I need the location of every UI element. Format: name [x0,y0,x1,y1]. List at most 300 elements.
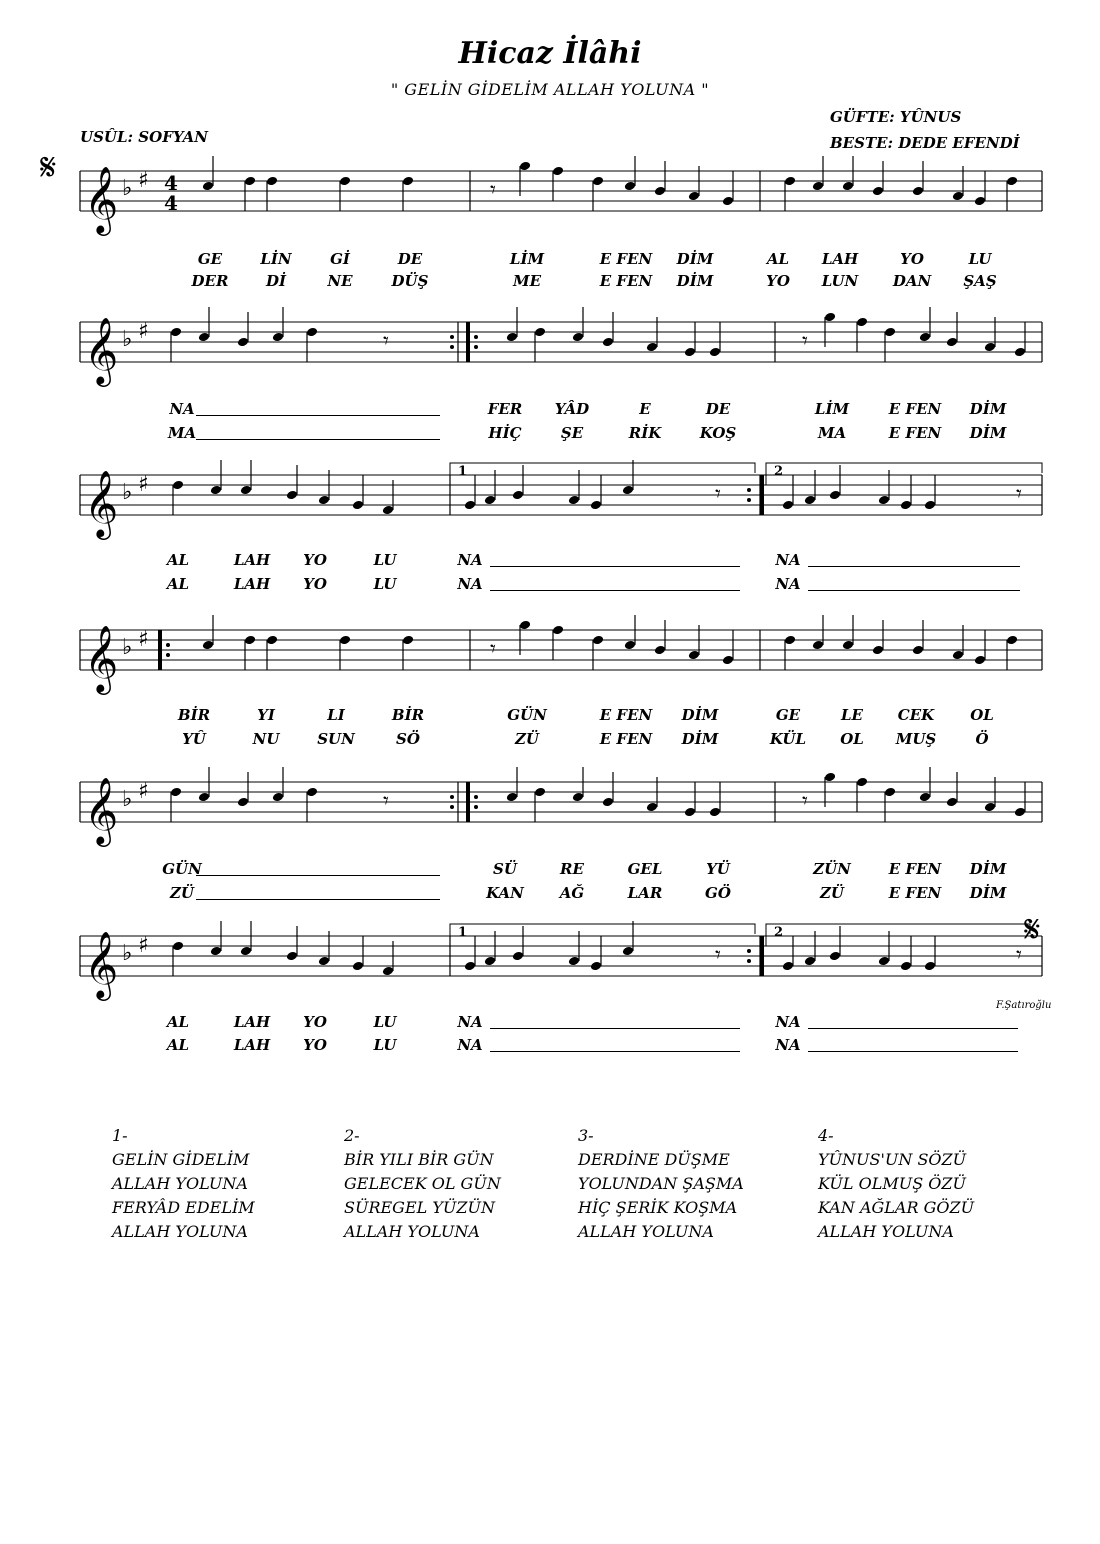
lyric-syllable: E FEN [599,250,653,268]
lyric-syllable: NU [252,730,280,748]
verse-line: ALLAH YOLUNA [344,1222,480,1241]
key-flat: ♭ [122,941,133,966]
note-head [402,635,414,646]
note-head [946,337,958,348]
note-head [237,337,249,348]
lyric-syllable: BİR [177,706,211,724]
repeat-dot [474,335,478,339]
note-head [592,176,604,187]
staff-system-2 [80,307,1042,387]
note-head [946,797,958,808]
lyric-extender-line [490,590,740,591]
note-head [684,347,696,358]
note-head [824,312,836,323]
lyric-syllable: ME [512,272,542,290]
lyric-syllable: YO [303,551,327,569]
note-head [572,332,584,343]
lyric-extender-line [490,566,740,567]
lyric-syllable: E FEN [888,884,942,902]
lyric-extender-line [808,590,1020,591]
rhythm-mode: USÛL: SOFYAN [80,128,208,146]
lyric-syllable: RİK [628,424,662,442]
note-head [352,500,364,511]
lyric-syllable: AL [766,250,790,268]
note-head [912,645,924,656]
rest: 𝄾 [383,329,389,354]
key-flat: ♭ [122,176,133,201]
repeat-dot [474,795,478,799]
note-head [722,655,734,666]
note-head [709,807,721,818]
note-head [782,500,794,511]
note-head [984,342,996,353]
lyric-syllable: OL [840,730,864,748]
note-head [202,181,214,192]
lyric-syllable: YÜ [706,860,730,878]
note-head [919,332,931,343]
note-head [266,176,278,187]
note-head [552,166,564,177]
verse-line: YOLUNDAN ŞAŞMA [578,1174,744,1193]
volta-2-bracket [766,924,1030,946]
lyric-syllable: LU [373,1036,397,1054]
lyric-syllable: LİM [814,400,850,418]
note-head [804,956,816,967]
note-head [512,951,524,962]
lyric-syllable: AĞ [559,884,585,902]
volta-1-bracket [450,463,755,485]
note-head [272,332,284,343]
verse-line: BİR YILI BİR GÜN [344,1150,494,1169]
note-head [590,961,602,972]
lyric-syllable: LAH [233,1036,271,1054]
note-head [856,777,868,788]
note-head [1014,807,1026,818]
lyric-syllable: LU [373,1013,397,1031]
key-sharp: ♯ [138,779,149,804]
treble-clef: 𝄞 [84,776,119,844]
note-head [688,191,700,202]
note-head [812,640,824,651]
lyric-syllable: NA [457,1036,483,1054]
repeat-dot [747,498,751,502]
lyric-extender-line [808,566,1020,567]
lyric-syllable: LAH [233,575,271,593]
note-head [974,196,986,207]
lyric-syllable: E FEN [599,706,653,724]
lyric-syllable: DİM [681,706,719,724]
note-head [782,961,794,972]
rest: 𝄾 [1016,482,1022,507]
note-head [912,186,924,197]
lyric-syllable: DİM [969,400,1007,418]
note-head [842,640,854,651]
note-head [318,956,330,967]
note-head [900,961,912,972]
repeat-dot [166,653,170,657]
lyric-syllable: SÜ [493,860,517,878]
rest: 𝄾 [715,482,721,507]
note-head [829,951,841,962]
note-head [552,625,564,636]
lyric-extender-line [196,875,440,876]
key-sharp: ♯ [138,627,149,652]
note-head [572,792,584,803]
note-head [878,956,890,967]
note-head [272,792,284,803]
note-head [872,645,884,656]
repeat-dot [450,795,454,799]
note-head [654,645,666,656]
lyric-syllable: NA [775,575,801,593]
note-head [812,181,824,192]
lyric-syllable: DE [705,400,731,418]
volta-1-bracket [450,924,755,946]
key-flat: ♭ [122,327,133,352]
note-head [172,480,184,491]
lyric-syllable: LU [373,575,397,593]
lyric-syllable: LİN [260,250,292,268]
note-head [974,655,986,666]
note-head [382,505,394,516]
note-head [244,635,256,646]
verse-number: 2- [344,1126,360,1145]
lyric-syllable: DİM [969,860,1007,878]
note-head [900,500,912,511]
lyric-syllable: AL [166,551,190,569]
lyric-extender-line [490,1028,740,1029]
lyric-syllable: GÜN [507,706,547,724]
note-head [878,495,890,506]
lyric-syllable: LAH [233,1013,271,1031]
note-head [842,181,854,192]
rest: 𝄾 [802,789,808,814]
lyric-syllable: KOŞ [699,424,737,442]
note-head [622,485,634,496]
note-head [286,951,298,962]
note-head [884,327,896,338]
lyric-syllable: YÛ [182,730,206,748]
note-head [709,347,721,358]
verse-line: KÜL OLMUŞ ÖZÜ [818,1174,966,1193]
page-title: Hicaz İlâhi [458,36,642,71]
note-head [286,490,298,501]
lyric-syllable: DİM [969,424,1007,442]
lyric-syllable: SUN [317,730,355,748]
note-head [624,181,636,192]
verse-number: 3- [578,1126,594,1145]
note-head [202,640,214,651]
lyric-syllable: YO [900,250,924,268]
lyric-syllable: YO [303,1036,327,1054]
note-head [824,772,836,783]
note-head [306,327,318,338]
staff-system-1 [80,156,1042,236]
key-flat: ♭ [122,635,133,660]
lyric-syllable: NA [169,400,195,418]
lyric-syllable: YO [303,575,327,593]
lyric-syllable: E FEN [888,400,942,418]
note-head [534,327,546,338]
lyric-extender-line [196,439,440,440]
note-head [306,787,318,798]
note-head [624,640,636,651]
lyric-syllable: YÂD [554,400,590,418]
lyric-syllable: AL [166,575,190,593]
lyric-syllable: OL [970,706,994,724]
key-sharp: ♯ [138,168,149,193]
note-head [240,946,252,957]
lyric-syllable: LUN [821,272,859,290]
note-head [484,956,496,967]
note-head [237,797,249,808]
note-head [884,787,896,798]
lyric-syllable: MA [817,424,847,442]
note-head [170,327,182,338]
note-head [872,186,884,197]
lyric-syllable: NA [457,551,483,569]
note-head [198,792,210,803]
repeat-dot [450,335,454,339]
staff-system-3 [80,460,1042,540]
repeat-dot [747,959,751,963]
repeat-dot [474,805,478,809]
note-head [506,332,518,343]
lyric-syllable: LE [841,706,863,724]
lyric-syllable: NA [775,1036,801,1054]
lyric-syllable: KAN [486,884,524,902]
repeat-dot [166,643,170,647]
treble-clef: 𝄞 [84,165,119,233]
lyric-syllable: DİM [676,250,714,268]
lyric-syllable: GE [775,706,801,724]
note-head [240,485,252,496]
lyric-syllable: BİR [391,706,425,724]
repeat-dot [747,488,751,492]
repeat-dot [450,345,454,349]
lyric-syllable: E FEN [599,730,653,748]
treble-clef: 𝄞 [84,624,119,692]
note-head [784,635,796,646]
verse-line: SÜREGEL YÜZÜN [344,1198,495,1217]
lyric-syllable: Gİ [330,250,350,268]
repeat-dot [474,345,478,349]
key-sharp: ♯ [138,472,149,497]
lyric-extender-line [808,1028,1018,1029]
segno-sign: 𝄋 [1024,907,1041,951]
rest: 𝄾 [490,637,496,662]
lyric-syllable: DAN [892,272,932,290]
verse-line: DERDİNE DÜŞME [578,1150,730,1169]
lyric-syllable: E FEN [888,860,942,878]
lyric-syllable: LI [327,706,345,724]
lyric-syllable: GE [197,250,223,268]
lyric-syllable: GEL [627,860,663,878]
verse-line: GELECEK OL GÜN [344,1174,501,1193]
rest: 𝄾 [802,329,808,354]
lyric-syllable: CEK [897,706,935,724]
note-head [984,802,996,813]
lyric-syllable: DÜŞ [391,272,429,290]
lyric-syllable: LU [968,250,992,268]
lyric-syllable: YO [766,272,790,290]
lyric-extender-line [808,1051,1018,1052]
note-head [924,961,936,972]
note-head [654,186,666,197]
lyric-syllable: DE [397,250,423,268]
lyric-syllable: DİM [681,730,719,748]
treble-clef: 𝄞 [84,316,119,384]
note-head [952,191,964,202]
lyric-syllable: ZÜ [169,884,195,902]
verse-line: HİÇ ŞERİK KOŞMA [578,1198,738,1217]
repeat-dot [747,949,751,953]
note-head [484,495,496,506]
note-head [352,961,364,972]
lyric-extender-line [196,899,440,900]
lyric-syllable: RE [560,860,584,878]
lyric-syllable: Dİ [265,272,287,290]
lyric-syllable: LİM [509,250,545,268]
lyric-syllable: Ö [975,730,989,748]
lyric-syllable: KÜL [769,730,807,748]
volta-1-number: 1 [458,925,468,940]
verse-number: 4- [818,1126,834,1145]
volta-1-number: 1 [458,464,468,479]
note-head [244,176,256,187]
lyric-syllable: LU [373,551,397,569]
rest: 𝄾 [383,789,389,814]
note-head [172,941,184,952]
lyric-extender-line [490,1051,740,1052]
lyricist-credit: GÜFTE: YÛNUS [830,108,962,126]
note-head [722,196,734,207]
key-flat: ♭ [122,480,133,505]
verse-line: ALLAH YOLUNA [818,1222,954,1241]
note-head [602,797,614,808]
note-head [602,337,614,348]
note-head [622,946,634,957]
segno-sign: 𝄋 [40,145,57,189]
note-head [829,490,841,501]
lyric-syllable: MA [167,424,197,442]
lyric-syllable: ŞE [560,424,584,442]
lyric-syllable: E FEN [599,272,653,290]
note-head [804,495,816,506]
note-head [592,635,604,646]
treble-clef: 𝄞 [84,469,119,537]
key-sharp: ♯ [138,933,149,958]
lyric-syllable: SÖ [396,730,420,748]
note-head [506,792,518,803]
verse-line: GELİN GİDELİM [112,1150,250,1169]
note-head [266,635,278,646]
verse-line: ALLAH YOLUNA [112,1222,248,1241]
verse-line: ALLAH YOLUNA [578,1222,714,1241]
lyric-extender-line [196,415,440,416]
lyric-syllable: ZÜN [813,860,851,878]
note-head [919,792,931,803]
staff-system-6 [80,921,1042,1001]
lyric-syllable: LAH [821,250,859,268]
note-head [646,802,658,813]
key-flat: ♭ [122,787,133,812]
note-head [784,176,796,187]
lyric-syllable: ŞAŞ [963,272,997,290]
rest: 𝄾 [490,178,496,203]
lyric-syllable: FER [487,400,523,418]
note-head [952,650,964,661]
volta-2-number: 2 [774,925,784,940]
note-head [464,961,476,972]
lyric-syllable: ZÜ [819,884,845,902]
verse-line: KAN AĞLAR GÖZÜ [818,1198,975,1217]
rest: 𝄾 [1016,943,1022,968]
treble-clef: 𝄞 [84,930,119,998]
lyric-syllable: HİÇ [488,424,522,442]
lyric-syllable: DİM [969,884,1007,902]
lyric-syllable: YI [257,706,275,724]
note-head [170,787,182,798]
note-head [339,635,351,646]
page-subtitle: " GELİN GİDELİM ALLAH YOLUNA " [390,80,710,99]
staff-system-5 [80,767,1042,847]
lyric-syllable: LAH [233,551,271,569]
lyric-syllable: NA [457,575,483,593]
lyric-syllable: NA [775,1013,801,1031]
note-head [534,787,546,798]
note-head [1006,176,1018,187]
note-head [856,317,868,328]
time-signature-top: 4 [164,171,178,195]
lyric-syllable: E FEN [888,424,942,442]
verse-number: 1- [112,1126,128,1145]
staff-system-4 [80,615,1042,695]
note-head [568,956,580,967]
time-signature-bottom: 4 [164,191,178,215]
lyric-syllable: AL [166,1013,190,1031]
lyric-syllable: AL [166,1036,190,1054]
lyric-syllable: GÜN [162,860,202,878]
note-head [382,966,394,977]
lyric-syllable: DER [191,272,229,290]
note-head [519,161,531,172]
verse-line: YÛNUS'UN SÖZÜ [818,1150,967,1169]
lyric-syllable: NA [457,1013,483,1031]
note-head [1014,347,1026,358]
lyric-syllable: YO [303,1013,327,1031]
rest: 𝄾 [715,943,721,968]
lyric-syllable: MUŞ [895,730,937,748]
verse-line: FERYÂD EDELİM [112,1198,255,1217]
volta-2-number: 2 [774,464,784,479]
note-head [512,490,524,501]
note-head [646,342,658,353]
volta-2-bracket [766,463,1042,485]
note-head [402,176,414,187]
copyist-signature: F.Şatıroğlu [996,1000,1052,1011]
lyric-syllable: E [639,400,651,418]
lyric-syllable: ZÜ [514,730,540,748]
note-head [568,495,580,506]
note-head [318,495,330,506]
composer-credit: BESTE: DEDE EFENDİ [830,134,1020,152]
note-head [210,946,222,957]
repeat-dot [450,805,454,809]
lyric-syllable: NE [327,272,353,290]
note-head [688,650,700,661]
key-sharp: ♯ [138,319,149,344]
